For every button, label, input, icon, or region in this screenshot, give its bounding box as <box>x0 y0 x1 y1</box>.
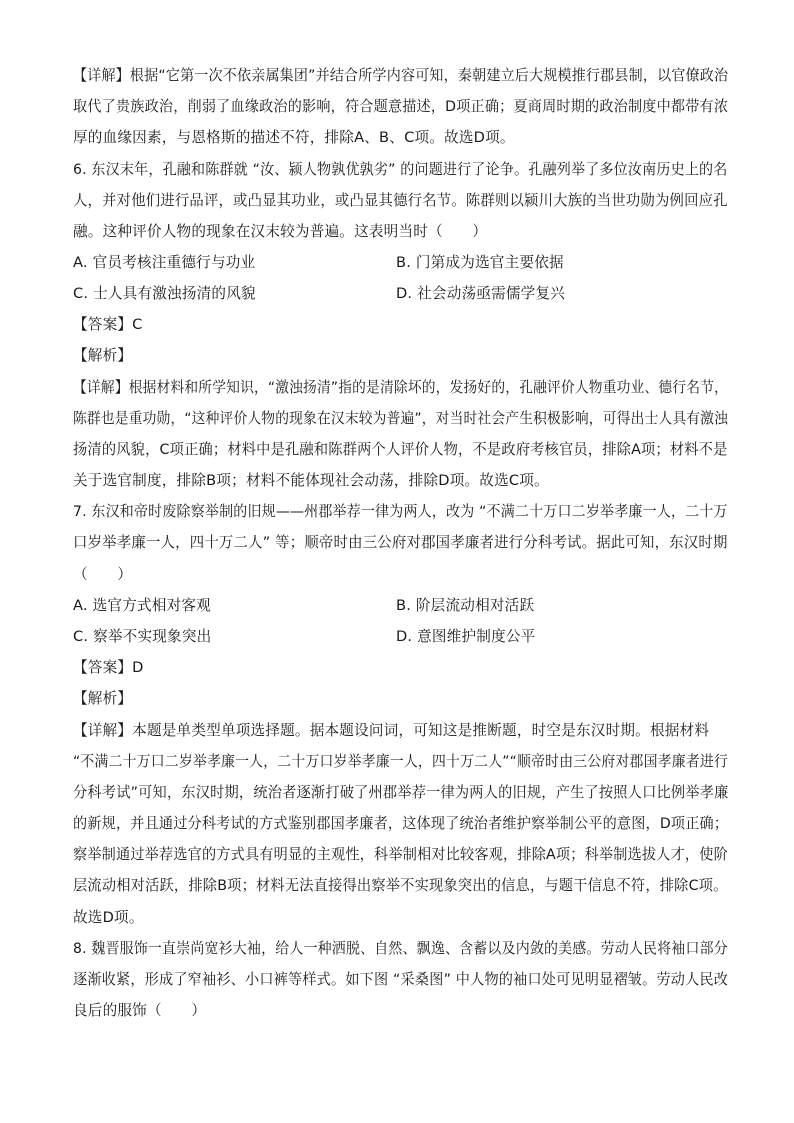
text-line: 口岁举孝廉一人，四十万二人” 等；顺帝时由三公府对郡国孝廉者进行分科考试。据此可知，东汉时期 <box>73 534 728 551</box>
text-line: 扬清的风貌，C项正确；材料中是孔融和陈群两个人评价人物，不是政府考核官员，排除A项；材料不是 <box>73 441 728 458</box>
text-line: 陈群也是重功勋，“这种评价人物的现象在汉末较为普遍”，对当时社会产生积极影响，可得出士人具有激浊 <box>73 410 729 427</box>
text-line: 【详解】根据材料和所学知识，“激浊扬清”指的是清除坏的，发扬好的，孔融评价人物重功业、德行名节， <box>73 379 729 396</box>
option-b: B. 阶层流动相对活跃 <box>396 597 535 614</box>
analysis-label: 【解析】 <box>73 347 133 364</box>
text-line: 良后的服饰（ ） <box>73 1002 207 1019</box>
option-d: D. 社会动荡亟需儒学复兴 <box>396 285 566 302</box>
text-line: 关于选官制度，排除B项；材料不能体现社会动荡，排除D项。故选C项。 <box>73 472 549 489</box>
option-a: A. 官员考核注重德行与功业 <box>73 254 256 271</box>
text-line: （ ） <box>73 566 133 583</box>
option-d: D. 意图维护制度公平 <box>396 628 536 645</box>
text-line: 厚的血缘因素，与恩格斯的描述不符，排除A、B、C项。故选D项。 <box>73 129 515 146</box>
option-c: C. 士人具有激浊扬清的风貌 <box>73 285 256 302</box>
text-line: 【详解】本题是单类型单项选择题。据本题设问词，可知这是推断题，时空是东汉时期。根据材料 <box>73 722 710 739</box>
option-b: B. 门第成为选官主要依据 <box>396 254 564 271</box>
text-line: 融。这种评价人物的现象在汉末较为普遍。这表明当时（ ） <box>73 223 488 240</box>
option-c: C. 察举不实现象突出 <box>73 628 212 645</box>
option-a: A. 选官方式相对客观 <box>73 597 211 614</box>
answer-label: 【答案】D <box>73 659 144 676</box>
text-line: 察举制通过举荐选官的方式具有明显的主观性，科举制相对比较客观，排除A项；科举制选拔人才，使阶 <box>73 846 728 863</box>
text-line: 取代了贵族政治，削弱了血缘政治的影响，符合题意描述，D项正确；夏商周时期的政治制度中都带有浓 <box>73 98 729 115</box>
question-8-stem: 8. 魏晋服饰一直崇尚宽衫大袖，给人一种洒脱、自然、飘逸、含蓄以及内敛的美感。劳动人民将袖口部分 <box>73 940 728 957</box>
text-line: 层流动相对活跃，排除B项；材料无法直接得出察举不实现象突出的信息，与题干信息不符，排除C项。 <box>73 877 728 894</box>
text-line: 逐渐收紧，形成了窄袖衫、小口裤等样式。如下图 “采桑图” 中人物的袖口处可见明显褶皱。劳动人民改 <box>73 971 729 988</box>
text-line: 的新规，并且通过分科考试的方式鉴别郡国孝廉者，这体现了统治者维护察举制公平的意图，D项正确； <box>73 815 729 832</box>
text-line: 人，并对他们进行品评，或凸显其功业，或凸显其德行名节。陈群则以颍川大族的当世功勋为例回应孔 <box>73 192 728 209</box>
analysis-label: 【解析】 <box>73 690 133 707</box>
question-7-stem: 7. 东汉和帝时废除察举制的旧规——州郡举荐一律为两人，改为 “不满二十万口二岁举孝廉一人，二十万 <box>73 503 728 520</box>
answer-label: 【答案】C <box>73 316 143 333</box>
text-line: 故选D项。 <box>73 909 144 926</box>
text-line: 分科考试”可知，东汉时期，统治者逐渐打破了州郡举荐一律为两人的旧规，产生了按照人口比例举孝廉 <box>73 784 729 801</box>
text-line: “不满二十万口二岁举孝廉一人，二十万口岁举孝廉一人，四十万二人”“顺帝时由三公府对郡国孝廉者进行 <box>73 753 729 770</box>
text-line: 【详解】根据“它第一次不依亲属集团”并结合所学内容可知，秦朝建立后大规模推行郡县制，以官僚政治 <box>73 67 729 84</box>
question-6-stem: 6. 东汉末年，孔融和陈群就 “汝、颍人物孰优孰劣” 的问题进行了论争。孔融列举了多位汝南历史上的名 <box>73 161 728 178</box>
